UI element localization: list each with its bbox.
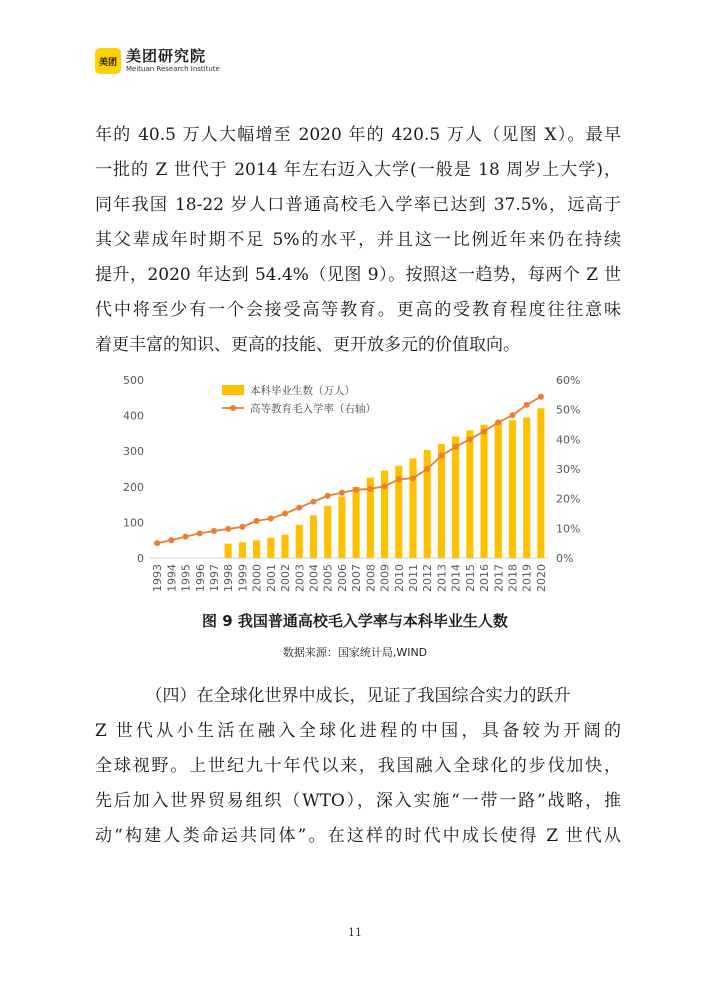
enrollment-rate-point [524,402,530,408]
enrollment-rate-point [154,540,160,546]
x-tick-label: 2002 [279,564,293,592]
paragraph-line: 其父辈成年时期不足 5%的水平，并且这一比例近年来仍在持续 [95,230,621,250]
bar [438,444,445,558]
enrollment-rate-point [325,493,331,499]
bar [296,525,303,558]
enrollment-rate-point [225,526,231,532]
bar [310,515,317,558]
paragraph-line: 年的 40.5 万人大幅增至 2020 年的 420.5 万人（见图 X）。最早 [95,125,621,145]
page-number: 11 [348,926,362,939]
enrollment-rate-point [509,412,515,418]
x-tick-label: 2003 [293,564,307,592]
logo-subtitle: Meituan Research Institute [126,65,220,73]
x-tick-label: 2018 [506,564,520,592]
enrollment-rate-point [183,534,189,540]
figure-caption: 图 9 我国普通高校毛入学率与本科毕业生人数 [202,612,508,630]
enrollment-rate-point [382,483,388,489]
x-tick-label: 2005 [321,564,335,592]
y-right-tick-label: 40% [556,433,580,447]
enrollment-rate-point [424,466,430,472]
paragraph-line: 同年我国 18-22 岁人口普通高校毛入学率已达到 37.5%，远高于 [95,195,621,215]
bar [253,540,260,558]
enrollment-rate-point [481,428,487,434]
y-right-tick-label: 50% [556,403,580,417]
enrollment-rate-point [168,537,174,543]
enrollment-rate-point [339,490,345,496]
x-tick-label: 2000 [250,564,264,592]
enrollment-rate-point [396,476,402,482]
enrollment-rate-point [211,528,217,534]
legend-bar-label: 本科毕业生数（万人） [250,385,355,397]
bar [324,506,331,558]
y-right-tick-label: 10% [556,522,580,536]
x-tick-label: 2008 [364,564,378,592]
y-right-tick-label: 60% [556,374,580,387]
y-right-tick-label: 0% [556,552,574,565]
enrollment-rate-point [254,518,260,524]
enrollment-rate-point [538,394,544,400]
paragraph-line: 着更丰富的知识、更高的技能、更开放多元的价值取向。 [95,335,520,355]
x-tick-label: 2016 [478,564,492,592]
bar [281,535,288,558]
enrollment-rate-point [438,453,444,459]
enrollment-rate-point [353,487,359,493]
bar [239,542,246,558]
paragraph-line: 先后加入世界贸易组织（WTO），深入实施“一带一路”战略，推 [95,791,621,811]
x-tick-label: 2007 [350,564,364,592]
x-tick-label: 2011 [406,564,420,592]
enrollment-rate-point [282,511,288,517]
bar [353,487,360,558]
x-tick-label: 2020 [534,564,548,592]
x-tick-label: 2009 [378,564,392,592]
paragraph-line: 动“构建人类命运共同体”。在这样的时代中成长使得 Z 世代从 [95,826,621,846]
enrollment-rate-point [467,436,473,442]
enrollment-rate-point [310,499,316,505]
enrollment-rate-point [367,486,373,492]
x-tick-label: 1994 [165,564,179,592]
x-tick-label: 1995 [179,564,193,592]
bar [466,430,473,558]
x-tick-label: 2014 [449,564,463,592]
legend-line-marker [230,405,236,411]
enrollment-rate-point [197,530,203,536]
logo-badge: 美团 [95,48,121,74]
x-tick-label: 2012 [421,564,435,592]
x-tick-label: 2004 [307,564,321,592]
logo-text [126,48,220,74]
bar [225,544,232,558]
bar [338,497,345,558]
x-tick-label: 2013 [435,564,449,592]
meituan-logo [95,48,220,74]
enrollment-rate-point [410,475,416,481]
legend-bar-swatch [222,385,244,395]
x-tick-label: 1996 [193,564,207,592]
y-left-tick-label: 200 [123,480,144,494]
section-heading: （四）在全球化世界中成长，见证了我国综合实力的跃升 [145,686,571,706]
y-left-tick-label: 0 [137,552,144,565]
x-tick-label: 1999 [236,564,250,592]
x-tick-label: 1997 [207,564,221,592]
y-right-tick-label: 30% [556,463,580,476]
bar [480,425,487,558]
body-paragraph-2 [95,714,621,854]
paragraph-line: 全球视野。上世纪九十年代以来，我国融入全球化的步伐加快， [95,756,621,776]
legend-line-label: 高等教育毛入学率（右轴） [250,403,376,415]
y-right-tick-label: 20% [556,492,580,506]
enrollment-rate-point [296,505,302,511]
figure-source: 数据来源：国家统计局,WIND [282,646,428,659]
bar [267,538,274,558]
x-tick-label: 2010 [392,564,406,592]
enrollment-rate-point [453,444,459,450]
y-left-tick-label: 100 [123,516,144,530]
y-left-tick-label: 400 [123,409,144,423]
paragraph-line: 提升，2020 年达到 54.4%（见图 9）。按照这一趋势，每两个 Z 世 [95,265,621,285]
x-tick-label: 1993 [151,564,165,592]
x-tick-label: 2001 [264,564,278,592]
enrollment-graduates-chart [110,368,580,600]
bar [452,436,459,558]
body-paragraph-1 [95,118,621,363]
x-tick-label: 1998 [222,564,236,592]
x-tick-label: 2017 [492,564,506,592]
y-left-tick-label: 300 [123,445,144,459]
x-tick-label: 2015 [463,564,477,592]
bar [409,458,416,558]
enrollment-rate-point [495,419,501,425]
logo-name: 美团研究院 [126,47,207,65]
paragraph-line: Z 世代从小生活在融入全球化进程的中国，具备较为开阔的 [95,721,621,741]
bar [523,417,530,558]
paragraph-line: 代中将至少有一个会接受高等教育。更高的受教育程度往往意味 [95,300,621,320]
enrollment-rate-point [239,524,245,530]
bar [537,408,544,558]
paragraph-line: 一批的 Z 世代于 2014 年左右迈入大学(一般是 18 周岁上大学)， [95,160,621,180]
y-left-tick-label: 500 [123,374,144,387]
enrollment-rate-point [268,516,274,522]
x-tick-label: 2006 [335,564,349,592]
x-tick-label: 2019 [520,564,534,592]
bar [495,421,502,558]
bar [509,420,516,558]
